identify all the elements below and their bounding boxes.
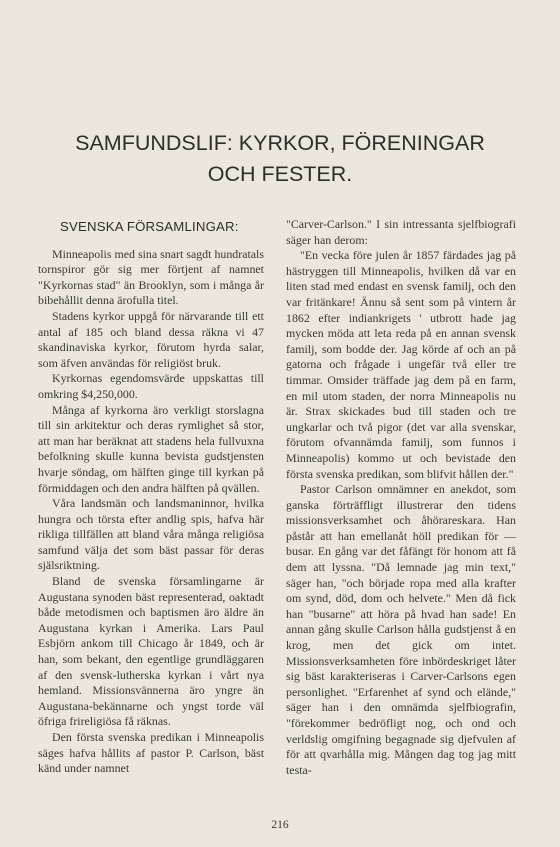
- left-column: [38, 217, 264, 777]
- paragraph: "Carver-Carlson." I sin intressanta sjelfbiografi säger han derom:: [286, 217, 516, 247]
- paragraph: Den första svenska predikan i Minneapolis säges hafva hållits af pastor P. Carlson, bäst känd under namnet: [38, 730, 264, 776]
- paragraph: Många af kyrkorna äro verkligt storslagna till sin arkitektur och deras rymlighet så stor, att man har beräknat att stadens hela fullvuxna befolkning skulle kunna bevista gudstjensten hvarje söndag, om hälften ginge till kyrkan på förmiddagen och den andra hälften på qvällen.: [38, 402, 264, 495]
- paragraph: Stadens kyrkor uppgå för närvarande till ett antal af 185 och bland dessa räkna vi 47 skandinaviska kyrkor, förutom hyrda salar, som äfven användas för religiöst bruk.: [38, 308, 264, 370]
- paragraph: Pastor Carlson omnämner en anekdot, som ganska förträffligt illustrerar den tidens missionsverksamhet och åhörareskara. Han påstår att han emellanåt höll predikan för — busar. En gång var det fåfängt för honom att få dem att lyssna. "Då lemnade jag min text," säger han, "och började ropa med alla krafter om synd, död, dom och helvete." Men då fick han "busarne" att höra på hvad han sade! En annan gång skulle Carlson hålla gudstjenst å en krog, men det gick om intet. Missionsverksamheten före inbördeskriget låter sig bäst karakteriseras i Carver-Carlsons egen personlighet. "Erfarenhet af synd och elände," säger han i den omnämda sjelfbiografin, "förekommer bedröfligt nog, och ond och verldslig omgifning begagnade sig djefvulen af för att qvarhålla mig. Mången dag tog jag mitt testa-: [286, 482, 516, 777]
- paragraph: Bland de svenska församlingarne är Augustana synoden bäst representerad, oaktadt både metodismen och baptismen äro äldre än Augustana kyrkan i Amerika. Lars Paul Esbjörn ankom till Chicago år 1849, och är han, som bekant, den egentlige grundläggaren af den svensk-lutherska kyrkan i vårt nya hemland. Missionsvännerna äro yngre än Augustana-bekännarne och yngst torde väl öfriga frireligiösa få räknas.: [38, 574, 264, 729]
- paragraph: Minneapolis med sina snart sagdt hundratals tornspiror gör sig mer förtjent af namnet "Kyrkornas stad" än Brooklyn, som i många år bibehållit denna ärofulla titel.: [38, 246, 264, 308]
- right-column: [286, 217, 516, 778]
- page-title-line-2: OCH FESTER.: [207, 162, 353, 186]
- paragraph: "En vecka före julen år 1857 färdades jag på hästryggen till Minneapolis, hvilken då var en liten stad med endast en svensk familj, och den var fritänkare! Ännu så sent som på vintern år 1862 efter indiankrigets ' utbrott hade jag mycken möda att leta reda på en annan svensk familj, som bodde der. Jag körde af och an på gatorna och frågade i ungefär två eller tre timmar. Omsider träffade jag dem på en farm, en mil utom staden, der norra Minneapolis nu är. Strax skickades bud till staden och tre ungkarlar och två pigor (det var alla svenskar, förutom ofvannämda familj, som funnos i Minneapolis) kommo ut och bevistade den första svenska predikan, som blifvit hållen der.": [286, 248, 516, 481]
- section-heading: SVENSKA FÖRSAMLINGAR:: [60, 219, 239, 234]
- page-title-line-1: SAMFUNDSLIF: KYRKOR, FÖRENINGAR: [75, 131, 485, 155]
- page-title: [40, 128, 520, 190]
- page-number: 216: [271, 819, 289, 831]
- paragraph: Våra landsmän och landsmaninnor, hvilka hungra och törsta efter andlig spis, hafva här rikliga tillfällen att bland våra många religiösa samfund välja det som bäst passar för deras själsriktning.: [38, 496, 264, 573]
- paragraph: Kyrkornas egendomsvärde uppskattas till omkring $4,250,000.: [38, 371, 264, 401]
